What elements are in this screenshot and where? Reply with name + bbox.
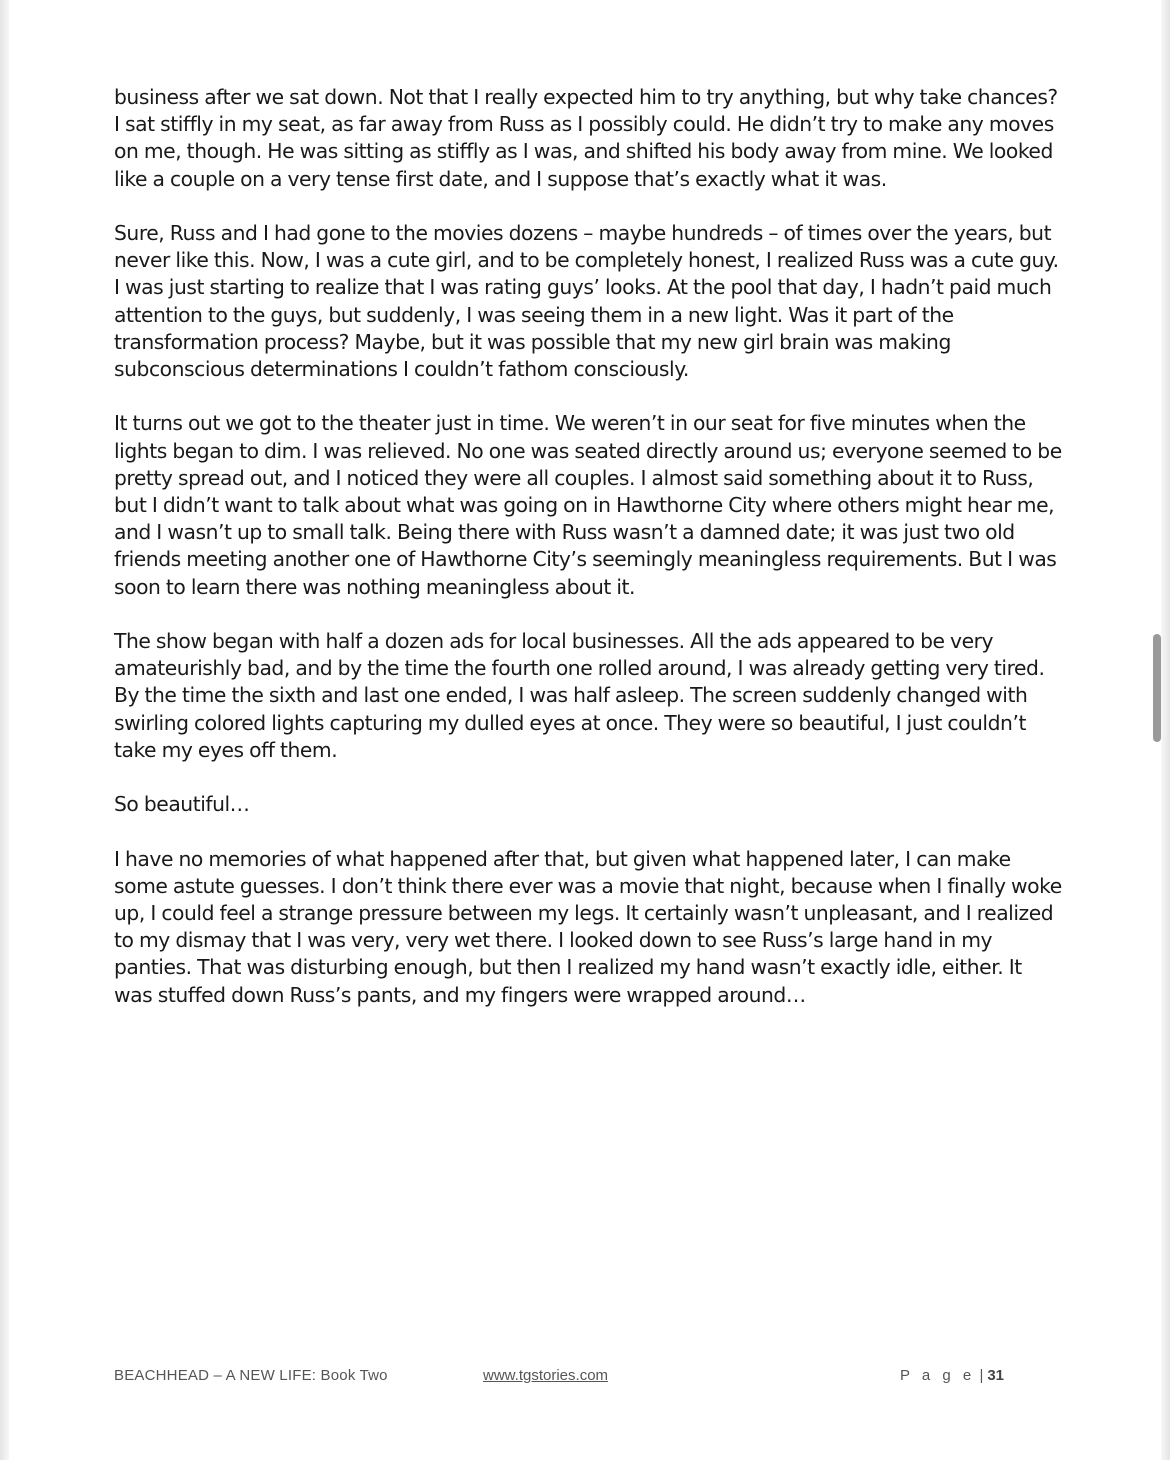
page-label: P a g e	[900, 1367, 976, 1384]
footer-book-title: BEACHHEAD – A NEW LIFE: Book Two	[114, 1367, 388, 1384]
footer-page-number	[900, 1367, 1004, 1384]
paragraph: The show began with half a dozen ads for local businesses. All the ads appeared to be very amateurishly bad, and by the time the fourth one rolled around, I was already getting very tired. By the time the sixth and last one ended, I was half asleep. The screen suddenly changed with swirling colored lights capturing my dulled eyes at once. They were so beautiful, I just couldn’t take my eyes off them.	[114, 629, 1045, 762]
paragraph: I have no memories of what happened after that, but given what happened later, I can make some astute guesses. I don’t think there ever was a movie that night, because when I finally woke up, I could feel a strange pressure between my legs. It certainly wasn’t unpleasant, and I realized to my dismay that I was very, very wet there. I looked down to see Russ’s large hand in my panties. That was disturbing enough, but then I realized my hand wasn’t exactly idle, either. It was stuffed down Russ’s pants, and my fingers were wrapped around…	[114, 846, 1062, 1007]
paragraph: It turns out we got to the theater just in time. We weren’t in our seat for five minutes when the lights began to dim. I was relieved. No one was seated directly around us; everyone seemed to be pretty spread out, and I noticed they were all couples. I almost said something about it to Russ, but I didn’t want to talk about what was going on in Hawthorne City where others might hear me, and I wasn’t up to small talk. Being there with Russ wasn’t a damned date; it was just two old friends meeting another one of Hawthorne City’s seemingly meaningless requirements. But I was soon to learn there was nothing meaningless about it.	[114, 411, 1062, 599]
document-page	[9, 0, 1161, 1460]
page-body	[114, 84, 1064, 1036]
footer-website-link[interactable]: www.tgstories.com	[483, 1367, 609, 1384]
paragraph: So beautiful…	[114, 792, 250, 817]
viewer-left-edge	[0, 0, 9, 1460]
viewer-right-edge	[1161, 0, 1170, 1460]
paragraph: Sure, Russ and I had gone to the movies dozens – maybe hundreds – of times over the years, but never like this. Now, I was a cute girl, and to be completely honest, I realized Russ was a cute guy. I was just starting to realize that I was rating guys’ looks. At the pool that day, I hadn’t paid much attention to the guys, but suddenly, I was seeing them in a new light. Was it part of the transformation process? Maybe, but it was possible that my new girl brain was making subconscious determinations I couldn’t fathom consciously.	[114, 221, 1059, 382]
page-separator: |	[979, 1367, 984, 1384]
paragraph: business after we sat down. Not that I really expected him to try anything, but why take chances? I sat stiffly in my seat, as far away from Russ as I possibly could. He didn’t try to make any moves on me, though. He was sitting as stiffly as I was, and shifted his body away from mine. We looked like a couple on a very tense first date, and I suppose that’s exactly what it was.	[114, 85, 1058, 191]
page-footer	[114, 1367, 1014, 1389]
page-number-value: 31	[987, 1367, 1005, 1384]
vertical-scrollbar-thumb[interactable]	[1153, 634, 1161, 742]
